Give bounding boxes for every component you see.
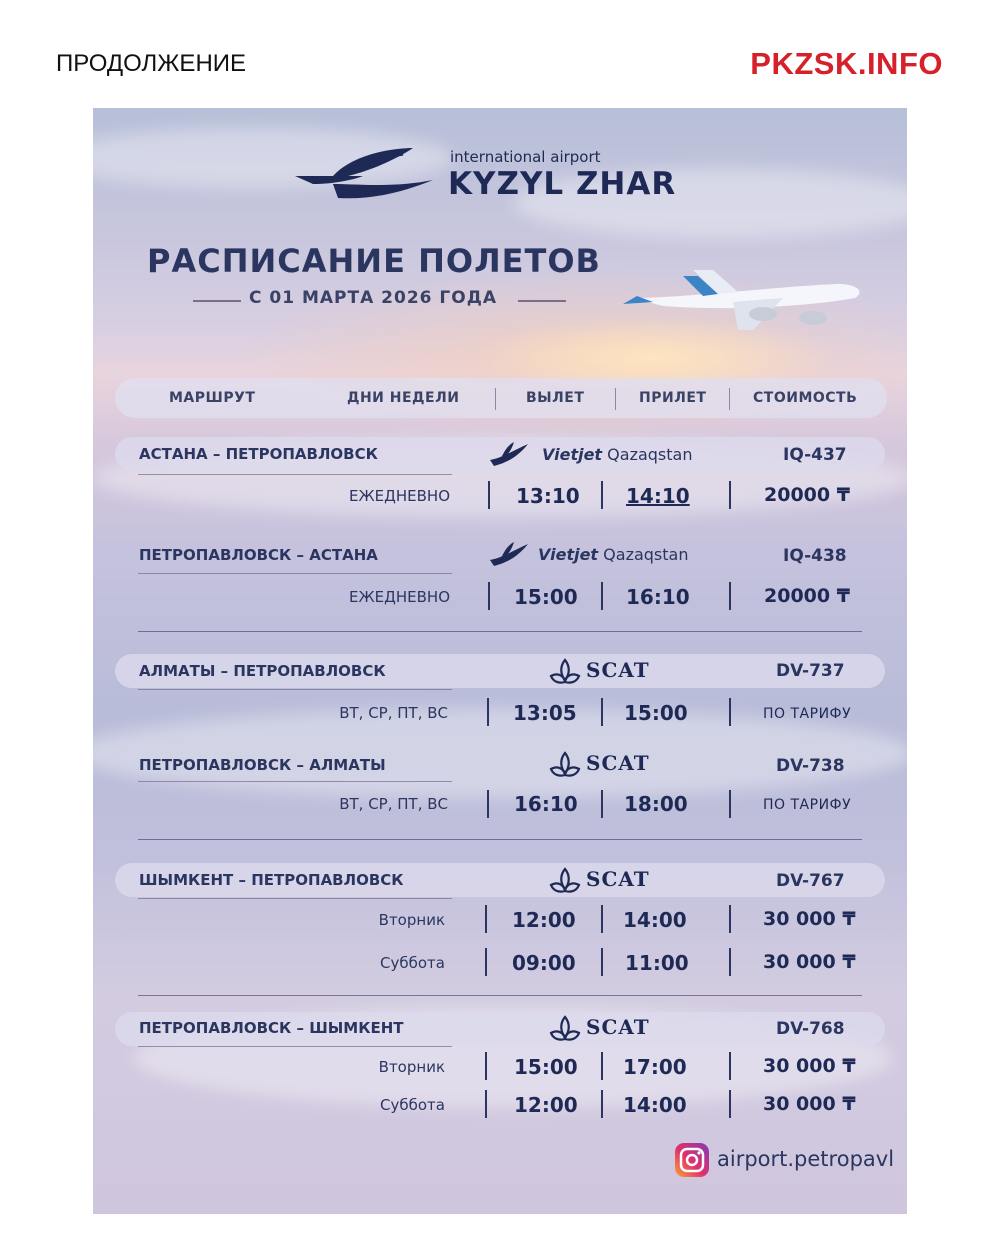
column-separator	[729, 1052, 731, 1080]
flight-days: Вторник	[378, 1058, 445, 1076]
flight-days: Суббота	[380, 954, 445, 972]
instagram-handle: airport.petropavl	[717, 1147, 895, 1171]
flight-code: IQ-438	[783, 546, 847, 566]
column-separator	[485, 1090, 487, 1118]
flight-days: Вторник	[378, 911, 445, 929]
section-divider	[138, 995, 862, 996]
flight-days: ВТ, СР, ПТ, ВС	[339, 704, 448, 722]
flight-code: DV-768	[776, 1019, 845, 1039]
flight-code: DV-738	[776, 756, 845, 776]
flight-price: ПО ТАРИФУ	[763, 797, 852, 813]
route-underline	[138, 1046, 452, 1047]
airline-name: Vietjet Qazaqstan	[542, 445, 693, 464]
column-separator	[601, 905, 603, 933]
vietjet-logo	[488, 542, 689, 574]
table-header	[115, 378, 887, 418]
page-title: РАСПИСАНИЕ ПОЛЕТОВ	[147, 242, 601, 280]
instagram-link[interactable]	[673, 1141, 893, 1181]
departure-time: 12:00	[512, 908, 576, 932]
column-separator	[729, 698, 731, 726]
route-name: ПЕТРОПАВЛОВСК – АСТАНА	[139, 546, 378, 564]
route-underline	[138, 474, 452, 475]
route-underline	[138, 689, 452, 690]
schedule-poster	[93, 108, 907, 1214]
divider-line	[518, 300, 566, 302]
route-name: АСТАНА – ПЕТРОПАВЛОВСК	[139, 445, 378, 463]
vietjet-bird-icon	[488, 542, 532, 570]
arrival-time: 17:00	[623, 1055, 687, 1079]
column-separator	[601, 582, 603, 610]
route-underline	[138, 781, 452, 782]
arrival-time: 14:00	[623, 1093, 687, 1117]
arrival-time: 18:00	[624, 792, 688, 816]
airplane-icon	[623, 268, 873, 338]
airline-name: SCAT	[586, 867, 650, 891]
logo-name: KYZYL ZHAR	[448, 166, 677, 202]
flight-days: ВТ, СР, ПТ, ВС	[339, 795, 448, 813]
airline-name: SCAT	[586, 658, 650, 682]
route-name: ШЫМКЕНТ – ПЕТРОПАВЛОВСК	[139, 871, 404, 889]
logo-subtitle: international airport	[450, 148, 601, 166]
airport-logo	[293, 144, 713, 214]
scat-emblem-icon	[548, 867, 582, 895]
route-name: АЛМАТЫ – ПЕТРОПАВЛОВСК	[139, 662, 386, 680]
column-separator	[729, 1090, 731, 1118]
arrival-time: 11:00	[625, 951, 689, 975]
flight-price: 30 000 ₸	[763, 1093, 856, 1115]
departure-time: 13:10	[516, 484, 580, 508]
column-separator	[485, 1052, 487, 1080]
flight-code: DV-767	[776, 871, 845, 891]
column-separator	[485, 948, 487, 976]
column-separator	[601, 1052, 603, 1080]
departure-time: 15:00	[514, 585, 578, 609]
column-arrival: ПРИЛЕТ	[639, 390, 707, 406]
column-separator	[729, 905, 731, 933]
column-separator	[601, 481, 603, 509]
flight-days: ЕЖЕДНЕВНО	[349, 487, 450, 505]
scat-emblem-icon	[548, 751, 582, 779]
subtitle-block	[193, 288, 573, 312]
column-separator	[601, 698, 603, 726]
vietjet-bird-icon	[488, 442, 532, 470]
flight-days: Суббота	[380, 1096, 445, 1114]
column-separator	[601, 948, 603, 976]
departure-time: 15:00	[514, 1055, 578, 1079]
column-separator	[729, 388, 730, 410]
flight-price: 30 000 ₸	[763, 951, 856, 973]
flight-days: ЕЖЕДНЕВНО	[349, 588, 450, 606]
scat-logo	[548, 751, 650, 783]
column-separator	[485, 905, 487, 933]
continuation-label: ПРОДОЛЖЕНИЕ	[56, 50, 247, 77]
airline-name: Vietjet Qazaqstan	[538, 545, 689, 564]
effective-date: С 01 МАРТА 2026 ГОДА	[249, 288, 497, 308]
flight-price: 20000 ₸	[764, 585, 850, 607]
flight-price: 30 000 ₸	[763, 908, 856, 930]
column-price: СТОИМОСТЬ	[753, 390, 858, 406]
column-separator	[488, 582, 490, 610]
arrival-time: 16:10	[626, 585, 690, 609]
scat-emblem-icon	[548, 1015, 582, 1043]
column-separator	[615, 388, 616, 410]
site-link[interactable]: PKZSK.INFO	[750, 46, 943, 81]
route-underline	[138, 898, 452, 899]
scat-logo	[548, 1015, 650, 1047]
column-separator	[487, 790, 489, 818]
vietjet-logo	[488, 442, 693, 474]
column-route: МАРШРУТ	[169, 390, 256, 406]
arrival-time: 14:00	[623, 908, 687, 932]
flight-code: IQ-437	[783, 445, 847, 465]
column-separator	[495, 388, 496, 410]
scat-emblem-icon	[548, 658, 582, 686]
column-departure: ВЫЛЕТ	[526, 390, 585, 406]
airline-name: SCAT	[586, 1015, 650, 1039]
flight-price: 20000 ₸	[764, 484, 850, 506]
instagram-icon	[673, 1141, 711, 1179]
departure-time: 12:00	[514, 1093, 578, 1117]
flight-price: 30 000 ₸	[763, 1055, 856, 1077]
column-separator	[729, 790, 731, 818]
route-name: ПЕТРОПАВЛОВСК – ШЫМКЕНТ	[139, 1019, 404, 1037]
arrival-time: 15:00	[624, 701, 688, 725]
scat-logo	[548, 867, 650, 899]
flight-price: ПО ТАРИФУ	[763, 706, 852, 722]
arrival-time: 14:10	[626, 484, 690, 508]
departure-time: 09:00	[512, 951, 576, 975]
route-name: ПЕТРОПАВЛОВСК – АЛМАТЫ	[139, 756, 386, 774]
column-separator	[601, 790, 603, 818]
divider-line	[193, 300, 241, 302]
column-separator	[601, 1090, 603, 1118]
section-divider	[138, 631, 862, 632]
column-separator	[488, 481, 490, 509]
departure-time: 16:10	[514, 792, 578, 816]
departure-time: 13:05	[513, 701, 577, 725]
section-divider	[138, 839, 862, 840]
column-days: ДНИ НЕДЕЛИ	[347, 390, 460, 406]
wing-logo-icon	[293, 144, 443, 204]
scat-logo	[548, 658, 650, 690]
flight-code: DV-737	[776, 661, 845, 681]
route-underline	[138, 573, 452, 574]
column-separator	[729, 948, 731, 976]
column-separator	[487, 698, 489, 726]
top-bar	[0, 0, 1000, 108]
airline-name: SCAT	[586, 751, 650, 775]
column-separator	[729, 582, 731, 610]
column-separator	[729, 481, 731, 509]
